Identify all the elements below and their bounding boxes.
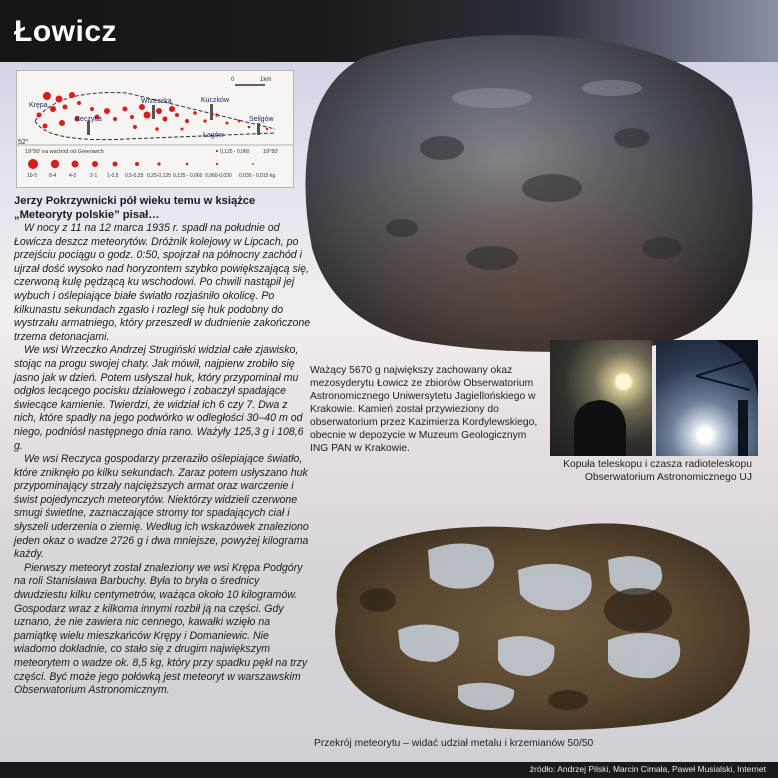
- lon-right-label: 19°50': [263, 149, 279, 155]
- legend-label: 2-1: [90, 173, 98, 179]
- dish-silhouette: [656, 340, 758, 456]
- label-wrzeczka: Wrzeczka: [141, 98, 172, 105]
- map-drawing: [17, 71, 293, 187]
- label-seligow: Seligów: [249, 116, 274, 123]
- legend-label: 4-2: [69, 173, 77, 179]
- photos-caption: Kopuła teleskopu i czasza radioteleskopu Obserwatorium Astronomicznego UJ: [563, 459, 752, 483]
- marker-reczyca: [87, 121, 90, 135]
- legend-labels: [27, 173, 275, 179]
- article-heading-line1: Jerzy Pokrzywnicki pół wieku temu w książce: [14, 195, 256, 207]
- article-heading-line2: „Meteoryty polskie” pisał…: [14, 209, 160, 221]
- radio-telescope-photo: [656, 340, 758, 456]
- legend-label: 8-4: [49, 173, 57, 179]
- label-lagow: Łagów: [203, 132, 224, 139]
- legend-label: 0,5-0,25: [125, 173, 144, 179]
- lon-left-label: 19°50' na wschód od Greenwich: [25, 149, 104, 155]
- marker-seligow: [257, 123, 260, 135]
- legend-label: 1-0,5: [107, 173, 119, 179]
- article-paragraph: Pierwszy meteoryt został znaleziony we wsi Krępa Podgóry na roli Stanisława Barbuchy. Była to bryła o średnicy dwudziestu kilku centymetrów, ważąca około 10 kilogramów. Gospodarz wraz z kilkoma innymi rozbił ją na części. Gdy uznano, że nie zawiera nic cennego, kawałki wzięło na pamiątkę wielu mieszkańców Krępy i Domaniewic. Nie wiadomo dokładnie, co stało się z drugim największym meteorytem o wadze ok. 8,5 kg, który przy spadku pękł na trzy części. Być może jego połówką jest meteoryt w warszawskim Obserwatorium Astronomicznym.: [14, 561, 308, 697]
- marker-wrzeczka: [152, 105, 155, 119]
- meteorite-main-photo: [292, 28, 758, 358]
- strewn-field-map: [16, 70, 294, 188]
- dome-silhouette: [550, 340, 652, 456]
- ellipse-lower-line: [35, 121, 275, 140]
- legend-label: 10-5: [27, 173, 38, 179]
- legend-label: 0,030 - 0,015 kg: [239, 173, 276, 179]
- scale-end: 1km: [260, 77, 272, 83]
- page-title: Łowicz: [14, 15, 118, 48]
- legend-label: 0,060-0,030: [205, 173, 232, 179]
- meteorite-main-caption: Ważący 5670 g największy zachowany okaz mezosyderytu Łowicz ze zbiorów Obserwatorium Astronomicznego Uniwersytetu Jagiellońskiego w Krakowie. Kamień został przywieziony do obserwatorium przez Kazimierza Kordylewskiego, obecnie w depozycie w Muzeum Geologicznym ING PAN w Krakowie.: [310, 365, 538, 454]
- lat-label: 52°: [18, 139, 29, 146]
- marker-kuczkow: [210, 104, 213, 120]
- article-paragraph: We wsi Reczyca gospodarzy przeraziło oślepiające światło, które zniknęło po kilku sekundach. Zaraz potem usłyszano huk przypominający strzały najcięższych armat oraz warczenie i świst pojedynczych meteorytów. Niektórzy widzieli czerwone smugi świetlne, zaznaczające stromy tor spadających ciał i słyszeli uderzenia o ziemię. Według ich wskazówek znaleziono jeden okaz o wadze 2726 g i dwa mniejsze, powyżej kilograma każdy.: [14, 453, 309, 561]
- article-paragraph: We wsi Wrzeczko Andrzej Strugiński widział całe zjawisko, stojąc na progu swojej chaty. Jak mówił, najpierw zrobiło się jasno jak w dzień. Potem usłyszał huk, który przypominał mu odgłos lecącego pocisku działowego i zobaczył spadające świecące kamienie. Twierdzi, że widział ich 6 czy 7. Dwa z nich, które spadły na jego podwórko w odległości 30–40 m od niego, podniósł następnego dnia rano. Ważyły 125,3 g i 108,6 g.: [14, 344, 304, 452]
- legend-label: 0,25-0,125: [147, 173, 171, 179]
- cross-section-caption: Przekrój meteorytu – widać udział metalu i krzemianów 50/50: [314, 738, 594, 749]
- scale-start: 0: [231, 77, 235, 83]
- label-reczyca: Reczyca: [75, 116, 102, 123]
- article: [14, 194, 312, 698]
- legend-row1-label: 0,125 - 0,060: [220, 149, 250, 155]
- label-krepa: Krępa: [29, 102, 48, 109]
- legend-label: 0,125 - 0,060: [173, 173, 203, 179]
- label-kuczkow: Kuczków: [201, 97, 230, 104]
- article-paragraph: W nocy z 11 na 12 marca 1935 r. spadł na południe od Łowicza deszcz meteorytów. Dróżnik kolejowy w Lipcach, po przejściu pociągu o godz. 0:50, spojrzał na północny zachód i ujrzał dość wysoko nad horyzontem szybko powiększającą się, czerwoną kulę pędzącą ku wschodowi. Po chwili nastąpił jej wybuch i oślepiające białe światło rozjaśniło okolicę. Po kilkunastu sekundach zgasło i rozległ się huk podobny do wystrzału armatniego, który przeszedł w dudnienie zakończone trzema detonacjami.: [14, 222, 311, 343]
- source-credit: źródło: Andrzej Pilski, Marcin Cimała, Paweł Musialski, Internet: [529, 764, 766, 774]
- telescope-dome-photo: [550, 340, 652, 456]
- meteorite-cross-section-photo: [308, 490, 762, 736]
